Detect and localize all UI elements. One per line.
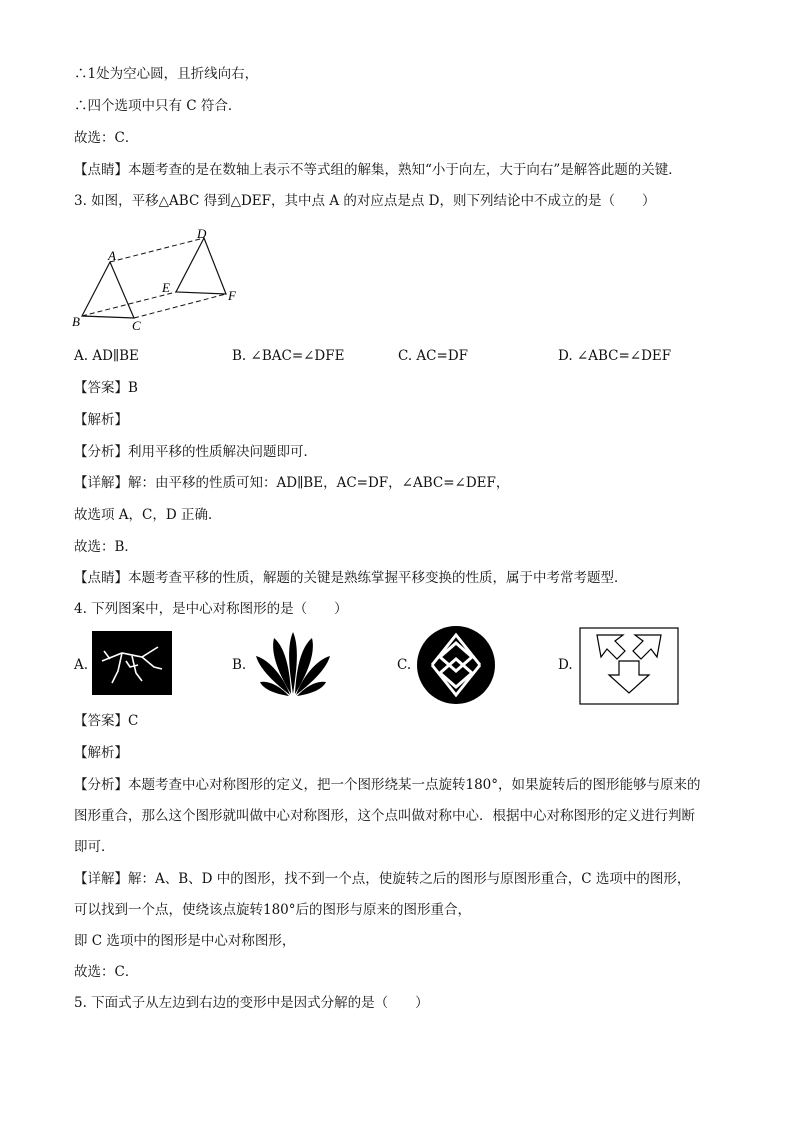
analysis-label: 【解析】 (74, 745, 128, 761)
text-line: ∴1处为空心圆，且折线向右， (74, 66, 259, 82)
text-line: 【点睛】本题考查平移的性质，解题的关键是熟练掌握平移变换的性质，属于中考常考题型． (74, 570, 628, 586)
line-be (82, 292, 176, 316)
triangle-def (176, 238, 226, 294)
q4-option-b-label: B. (232, 657, 247, 673)
text-line: 即 C 选项中的图形是中心对称图形， (74, 933, 296, 949)
point-label-a: A (108, 248, 116, 263)
text-line: 【详解】解：由平移的性质可知：AD∥BE，AC=DF，∠ABC=∠DEF， (74, 475, 510, 491)
point-label-b: B (72, 314, 80, 329)
text-line: 图形重合，那么这个图形就叫做中心对称图形，这个点叫做对称中心．根据中心对称图形的定义进行判断 (74, 808, 695, 824)
q4-option-a-label: A. (74, 657, 89, 673)
translation-figure (70, 226, 250, 336)
point-label-d: D (197, 226, 207, 241)
answer-label: 【答案】C (74, 713, 139, 729)
text-line: 【分析】利用平移的性质解决问题即可． (74, 444, 317, 460)
q3-option-b: B. ∠BAC=∠DFE (232, 348, 345, 364)
text-line: 【分析】本题考查中心对称图形的定义，把一个图形绕某一点旋转180°，如果旋转后的图形能够与原来的 (74, 777, 701, 793)
line-cf (134, 294, 226, 318)
text-line: 故选：B． (74, 539, 138, 555)
question-3: 3. 如图，平移△ABC 得到△DEF，其中点 A 的对应点是点 D，则下列结论中不成立的是（ ） (74, 193, 656, 209)
line-ad (110, 238, 204, 262)
text-line: 可以找到一个点，使绕该点旋转180°后的图形与原来的图形重合， (74, 902, 472, 918)
text-line: 即可． (74, 839, 115, 855)
answer-label: 【答案】B (74, 380, 138, 396)
text-line: ∴四个选项中只有 C 符合． (74, 98, 242, 114)
text-line: 故选项 A，C，D 正确． (74, 507, 222, 523)
q3-option-c: C. AC=DF (398, 348, 469, 364)
text-line: 故选：C． (74, 964, 139, 980)
circular-s-logo-image (416, 625, 496, 705)
text-line: 【点睛】本题考查的是在数轴上表示不等式组的解集，熟知“小于向左，大于向右”是解答此题的关键． (74, 162, 682, 178)
arrows-box-logo-image (579, 627, 679, 705)
q3-option-d: D. ∠ABC=∠DEF (558, 348, 672, 364)
text-line: 【详解】解：A、B、D 中的图形，找不到一个点，使旋转之后的图形与原图形重合，C 选项中的图形， (74, 871, 691, 887)
text-line: 故选：C． (74, 130, 139, 146)
point-label-f: F (228, 288, 236, 303)
bird-skeleton-logo-image (92, 631, 172, 695)
point-label-c: C (132, 318, 141, 333)
analysis-label: 【解析】 (74, 412, 128, 428)
q4-option-d-label: D. (558, 657, 573, 673)
flower-petal-logo-image (252, 630, 334, 698)
question-4: 4. 下列图案中，是中心对称图形的是（ ） (74, 601, 348, 617)
q4-option-c-label: C. (397, 657, 412, 673)
question-5: 5. 下面式子从左边到右边的变形中是因式分解的是（ ） (74, 995, 429, 1011)
point-label-e: E (162, 280, 170, 295)
q3-option-a: A. AD∥BE (74, 348, 139, 364)
